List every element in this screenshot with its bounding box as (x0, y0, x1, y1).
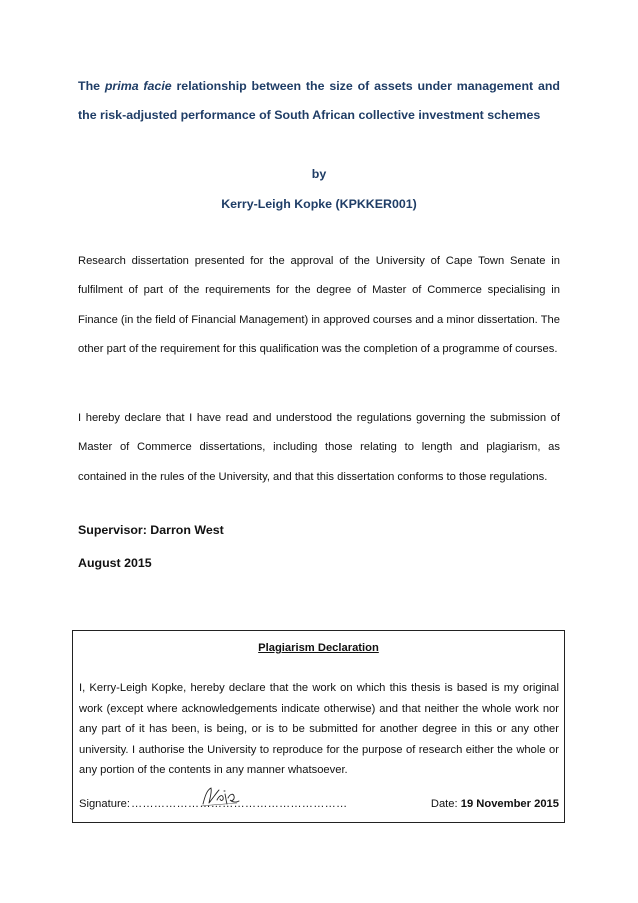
author-name: Kerry-Leigh Kopke (KPKKER001) (221, 197, 417, 211)
plagiarism-declaration-text: I, Kerry-Leigh Kopke, hereby declare that the work on which this thesis is based is my original work (except where acknowledgements indicate otherwise) and that neither the whole work nor any part of it has been, is being, or is to be submitted for another degree in this or any other university. I authorise the University to reproduce for the purpose of research either the whole or any portion of the contents in any manner whatsoever. (79, 682, 559, 777)
submission-date: August 2015 (78, 556, 152, 570)
research-statement-paragraph: Research dissertation presented for the approval of the University of Cape Town Senate in fulfilment of part of the requirements for the degree of Master of Commerce specialising in Finance (in the field of Financial Management) in approved courses and a minor dissertation. The other part of the requirement for this qualification was the completion of a programme of courses. (78, 255, 560, 355)
signature-date (431, 796, 559, 812)
supervisor-line: Supervisor: Darron West (78, 523, 224, 537)
date-value: 19 November 2015 (460, 798, 559, 810)
title-prefix: The (78, 79, 105, 93)
by-line: by (311, 167, 327, 181)
date-label: Date: (430, 798, 461, 810)
signature-label: Signature: (79, 798, 130, 810)
signature-dots: ………………………………………………… (131, 798, 348, 810)
title-italic: prima facie (104, 79, 172, 93)
plagiarism-declaration-heading: Plagiarism Declaration (258, 642, 379, 654)
plagiarism-declaration-box (72, 630, 565, 823)
signature-row (79, 796, 559, 816)
title-rest: relationship between the size of assets under management and the risk-adjusted performance of South African collective investment schemes (78, 79, 560, 122)
declaration-paragraph: I hereby declare that I have read and understood the regulations governing the submission of Master of Commerce dissertations, including those relating to length and plagiarism, as contained in the rules of the University, and that this dissertation conforms to those regulations. (78, 412, 560, 483)
handwritten-signature-icon (197, 782, 243, 810)
dissertation-title (78, 72, 560, 129)
